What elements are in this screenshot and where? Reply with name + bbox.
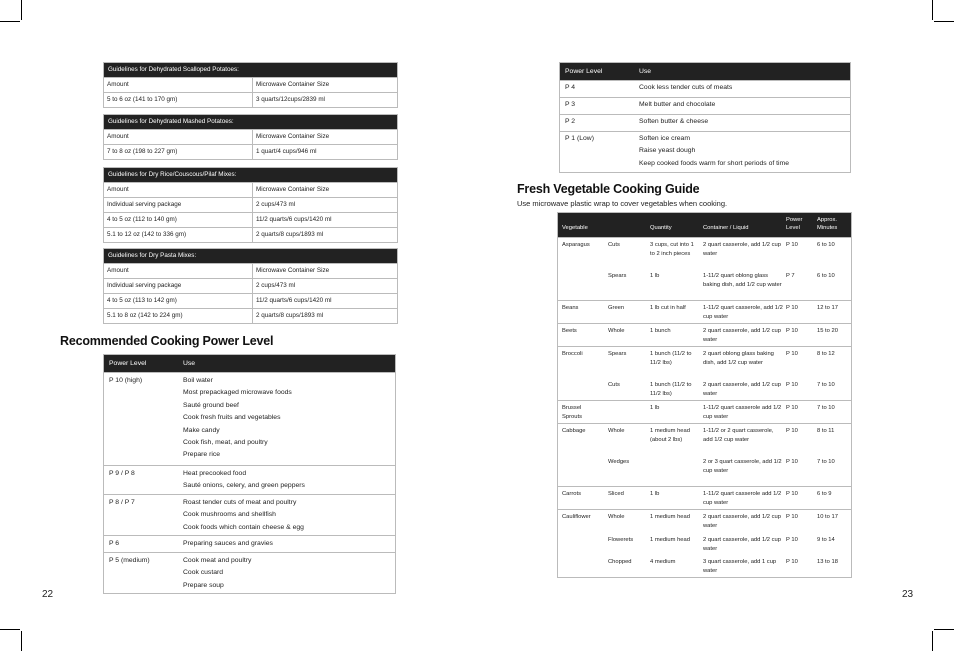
container-cell: 2 quarts/8 cups/1893 ml — [256, 231, 324, 238]
power-uses — [178, 555, 251, 593]
vegetable-qty-cell: 1 medium head — [650, 514, 690, 520]
vegetable-container-cell: 1-11/2 quart casserole add 1/2 cup water — [703, 491, 782, 506]
vegetable-group — [558, 300, 851, 323]
vegetable-qty-cell: 1 bunch (11/2 to 11/2 lbs) — [650, 382, 692, 397]
vegetable-minutes-cell: 12 to 17 — [817, 305, 838, 311]
amount-cell: 5.1 to 8 oz (142 to 224 gm) — [104, 309, 253, 323]
vegetable-minutes-cell: 9 to 14 — [817, 537, 835, 543]
vegetable-name: Beans — [562, 305, 579, 311]
use-item: Most prepackaged microwave foods — [183, 389, 292, 397]
container-cell: 2 cups/473 ml — [256, 201, 296, 208]
table-row — [558, 301, 851, 323]
vegetable-power-cell: P 10 — [786, 428, 798, 434]
vegetable-name: Brussel Sprouts — [562, 405, 582, 420]
vegetable-container-cell: 1-11/2 or 2 quart casserole, add 1/2 cup water — [703, 428, 774, 443]
power-uses — [178, 497, 304, 535]
table-row — [558, 533, 851, 555]
vegetable-power-cell: P 10 — [786, 514, 798, 520]
vegetable-container-cell: 1-11/2 quart oblong glass baking dish, add 1/2 cup water — [703, 273, 782, 288]
table-row — [558, 424, 851, 455]
col-header-power: Power Level — [109, 360, 147, 367]
table-row — [104, 92, 397, 107]
guideline-header-row — [104, 129, 397, 144]
vegetable-name: Cauliflower — [562, 514, 591, 520]
col-header-power-level: Power Level — [786, 217, 803, 231]
vegetable-minutes-cell: 8 to 12 — [817, 351, 835, 357]
table-row — [558, 347, 851, 378]
power-row — [560, 80, 850, 97]
vegetable-minutes-cell: 6 to 10 — [817, 242, 835, 248]
col-header-container: Microwave Container Size — [256, 186, 330, 193]
vegetable-power-cell: P 10 — [786, 459, 798, 465]
crop-mark — [932, 631, 933, 651]
vegetable-name: Cabbage — [562, 428, 586, 434]
vegetable-power-cell: P 10 — [786, 382, 798, 388]
vegetable-qty-cell: 1 lb — [650, 491, 660, 497]
table-row — [104, 227, 397, 242]
power-uses — [178, 468, 305, 494]
table-row — [558, 555, 851, 577]
table-row — [104, 197, 397, 212]
table-row — [104, 212, 397, 227]
power-row — [560, 114, 850, 131]
vegetable-name: Carrots — [562, 491, 582, 497]
power-level: P 8 / P 7 — [109, 499, 135, 506]
guideline-table-mashed — [103, 114, 398, 160]
table-row — [558, 487, 851, 509]
vegetable-cut-cell: Cuts — [608, 242, 620, 248]
vegetable-section-subtitle: Use microwave plastic wrap to cover vegetables when cooking. — [517, 199, 728, 208]
table-row — [558, 455, 851, 486]
col-header-use: Use — [639, 68, 652, 75]
power-level: P 6 — [109, 540, 120, 547]
vegetable-qty-cell: 1 medium head — [650, 537, 690, 543]
use-item: Preparing sauces and gravies — [183, 540, 273, 547]
power-row — [560, 97, 850, 114]
vegetable-qty-cell: 1 lb — [650, 273, 660, 279]
table-row — [104, 278, 397, 293]
vegetable-qty-cell: 1 lb — [650, 405, 660, 411]
vegetable-group — [558, 237, 851, 300]
guideline-table-rice — [103, 167, 398, 243]
vegetable-container-cell: 2 or 3 quart casserole, add 1/2 cup water — [703, 459, 782, 474]
vegetable-cut-cell: Whole — [608, 514, 625, 520]
vegetable-group — [558, 509, 851, 577]
power-uses — [178, 375, 292, 465]
use-item: Boil water — [183, 377, 213, 384]
power-uses — [634, 133, 789, 172]
guideline-table-scalloped — [103, 62, 398, 108]
table-row — [104, 144, 397, 159]
page-number-left: 22 — [42, 589, 54, 600]
power-table-left — [103, 354, 396, 594]
use-item: Cook mushrooms and shellfish — [183, 511, 276, 519]
col-header-amount: Amount — [104, 183, 253, 197]
vegetable-container-cell: 3 quart casserole, add 1 cup water — [703, 559, 777, 574]
vegetable-power-cell: P 10 — [786, 491, 798, 497]
use-item: Raise yeast dough — [639, 147, 696, 155]
power-row — [104, 552, 395, 593]
power-level: P 3 — [565, 101, 576, 108]
table-row — [558, 510, 851, 533]
crop-mark — [21, 0, 22, 20]
vegetable-cut-cell: Spears — [608, 273, 627, 279]
vegetable-power-cell: P 10 — [786, 559, 798, 565]
table-row — [558, 269, 851, 300]
vegetable-power-cell: P 10 — [786, 305, 798, 311]
vegetable-minutes-cell: 6 to 10 — [817, 273, 835, 279]
vegetable-group — [558, 486, 851, 509]
use-item: Sauté onions, celery, and green peppers — [183, 482, 305, 490]
use-item: Melt butter and chocolate — [639, 101, 716, 108]
power-level: P 5 (medium) — [109, 557, 150, 564]
vegetable-cut-cell: Chopped — [608, 559, 632, 565]
use-item: Sauté ground beef — [183, 401, 239, 409]
col-header-container: Container / Liquid — [703, 225, 749, 231]
guideline-title: Guidelines for Dry Rice/Couscous/Pilaf Mixes: — [104, 168, 397, 182]
col-header-use: Use — [183, 360, 196, 367]
table-row — [558, 401, 851, 423]
col-header-quantity: Quantity — [650, 225, 672, 231]
vegetable-group — [558, 323, 851, 346]
power-section-title: Recommended Cooking Power Level — [60, 334, 274, 348]
vegetable-qty-cell: 1 medium head (about 2 lbs) — [650, 428, 690, 443]
crop-mark — [934, 629, 954, 630]
power-row — [104, 535, 395, 552]
guideline-title: Guidelines for Dehydrated Scalloped Potatoes: — [104, 63, 397, 77]
vegetable-container-cell: 2 quart oblong glass baking dish, add 1/2 cup water — [703, 351, 774, 366]
vegetable-qty-cell: 1 lb cut in half — [650, 305, 686, 311]
vegetable-minutes-cell: 13 to 18 — [817, 559, 838, 565]
vegetable-group — [558, 346, 851, 400]
crop-mark — [934, 21, 954, 22]
vegetable-qty-cell: 4 medium — [650, 559, 676, 565]
amount-cell: 5 to 6 oz (141 to 170 gm) — [104, 93, 253, 107]
vegetable-power-cell: P 10 — [786, 351, 798, 357]
guideline-header-row — [104, 263, 397, 278]
vegetable-cut-cell: Whole — [608, 428, 625, 434]
table-row — [104, 308, 397, 323]
vegetable-container-cell: 1-11/2 quart casserole add 1/2 cup water — [703, 405, 782, 420]
vegetable-minutes-cell: 15 to 20 — [817, 328, 838, 334]
vegetable-container-cell: 2 quart casserole, add 1/2 cup water — [703, 537, 781, 552]
vegetable-container-cell: 2 quart casserole, add 1/2 cup water — [703, 328, 781, 343]
vegetable-cut-cell: Flowerets — [608, 537, 634, 543]
container-cell: 2 quarts/8 cups/1893 ml — [256, 312, 324, 319]
vegetable-table-body — [558, 237, 851, 577]
crop-mark — [932, 0, 933, 20]
vegetable-qty-cell: 1 bunch (11/2 to 11/2 lbs) — [650, 351, 692, 366]
col-header-container: Microwave Container Size — [256, 267, 330, 274]
power-row — [560, 131, 850, 172]
vegetable-name: Broccoli — [562, 351, 583, 357]
vegetable-power-cell: P 10 — [786, 328, 798, 334]
vegetable-qty-cell: 1 bunch — [650, 328, 671, 334]
col-header-container: Microwave Container Size — [256, 133, 330, 140]
vegetable-container-cell: 2 quart casserole, add 1/2 cup water — [703, 382, 781, 397]
use-item: Cook custard — [183, 569, 224, 577]
power-table-right — [559, 62, 851, 173]
vegetable-minutes-cell: 8 to 11 — [817, 428, 835, 434]
vegetable-table-header — [558, 213, 851, 237]
use-item: Roast tender cuts of meat and poultry — [183, 499, 297, 506]
vegetable-power-cell: P 10 — [786, 242, 798, 248]
use-item: Keep cooked foods warm for short periods of time — [639, 159, 789, 167]
power-level: P 9 / P 8 — [109, 470, 135, 477]
amount-cell: 4 to 5 oz (112 to 140 gm) — [104, 213, 253, 227]
table-row — [558, 378, 851, 400]
vegetable-minutes-cell: 7 to 10 — [817, 382, 835, 388]
use-item: Soften butter & cheese — [639, 118, 709, 125]
vegetable-container-cell: 2 quart casserole, add 1/2 cup water — [703, 514, 781, 529]
vegetable-cut-cell: Green — [608, 305, 625, 311]
vegetable-minutes-cell: 7 to 10 — [817, 405, 835, 411]
col-header-container: Microwave Container Size — [256, 81, 330, 88]
table-row — [558, 238, 851, 269]
amount-cell: Individual serving package — [104, 279, 253, 293]
guideline-header-row — [104, 77, 397, 92]
container-cell: 11/2 quarts/6 cups/1420 ml — [256, 297, 332, 304]
use-item: Cook less tender cuts of meats — [639, 84, 733, 91]
container-cell: 11/2 quarts/6 cups/1420 ml — [256, 216, 332, 223]
vegetable-group — [558, 423, 851, 486]
container-cell: 1 quart/4 cups/946 ml — [256, 148, 317, 155]
use-item: Cook fish, meat, and poultry — [183, 439, 268, 447]
vegetable-power-cell: P 7 — [786, 273, 795, 279]
page-number-right: 23 — [902, 589, 914, 600]
vegetable-name: Asparagus — [562, 242, 590, 248]
table-row — [558, 324, 851, 346]
guideline-title: Guidelines for Dry Pasta Mixes: — [104, 249, 397, 263]
amount-cell: 4 to 5 oz (113 to 142 gm) — [104, 294, 253, 308]
vegetable-cut-cell: Sliced — [608, 491, 624, 497]
power-level: P 10 (high) — [109, 377, 143, 384]
use-item: Heat precooked food — [183, 470, 247, 477]
col-header-amount: Amount — [104, 264, 253, 278]
guideline-title: Guidelines for Dehydrated Mashed Potatoes: — [104, 115, 397, 129]
use-item: Cook fresh fruits and vegetables — [183, 414, 281, 422]
vegetable-minutes-cell: 7 to 10 — [817, 459, 835, 465]
crop-mark — [0, 629, 20, 630]
amount-cell: 5.1 to 12 oz (142 to 336 gm) — [104, 228, 253, 242]
vegetable-cut-cell: Whole — [608, 328, 625, 334]
col-header-amount: Amount — [104, 130, 253, 144]
power-level: P 1 (Low) — [565, 135, 594, 142]
use-item: Make candy — [183, 426, 220, 434]
container-cell: 3 quarts/12cups/2839 ml — [256, 96, 325, 103]
power-row — [104, 465, 395, 494]
vegetable-table — [557, 212, 852, 578]
vegetable-cut-cell: Wedges — [608, 459, 630, 465]
power-level: P 2 — [565, 118, 576, 125]
vegetable-name: Beets — [562, 328, 577, 334]
vegetable-group — [558, 400, 851, 423]
col-header-amount: Amount — [104, 78, 253, 92]
col-header-vegetable: Vegetable — [562, 225, 588, 231]
vegetable-container-cell: 1-11/2 quart casserole, add 1/2 cup water — [703, 305, 783, 320]
guideline-table-pasta — [103, 248, 398, 324]
vegetable-minutes-cell: 10 to 17 — [817, 514, 838, 520]
vegetable-power-cell: P 10 — [786, 537, 798, 543]
amount-cell: 7 to 8 oz (198 to 227 gm) — [104, 145, 253, 159]
crop-mark — [0, 21, 20, 22]
vegetable-minutes-cell: 6 to 9 — [817, 491, 832, 497]
vegetable-container-cell: 2 quart casserole, add 1/2 cup water — [703, 242, 781, 257]
power-level: P 4 — [565, 84, 576, 91]
table-row — [104, 293, 397, 308]
vegetable-cut-cell: Cuts — [608, 382, 620, 388]
col-header-power: Power Level — [565, 68, 603, 75]
vegetable-qty-cell: 3 cups, cut into 1 to 2 inch pieces — [650, 242, 694, 257]
guideline-header-row — [104, 182, 397, 197]
use-item: Prepare soup — [183, 581, 224, 589]
power-uses — [178, 538, 273, 552]
vegetable-power-cell: P 10 — [786, 405, 798, 411]
crop-mark — [21, 631, 22, 651]
power-table-header — [104, 355, 395, 372]
col-header-minutes: Approx. Minutes — [817, 217, 838, 231]
power-table-header — [560, 63, 850, 80]
power-row — [104, 372, 395, 465]
vegetable-section-title: Fresh Vegetable Cooking Guide — [517, 182, 700, 196]
use-item: Prepare rice — [183, 451, 221, 459]
vegetable-cut-cell: Spears — [608, 351, 627, 357]
amount-cell: Individual serving package — [104, 198, 253, 212]
power-row — [104, 494, 395, 535]
use-item: Cook foods which contain cheese & egg — [183, 523, 304, 531]
use-item: Soften ice cream — [639, 135, 690, 142]
use-item: Cook meat and poultry — [183, 557, 252, 564]
container-cell: 2 cups/473 ml — [256, 282, 296, 289]
